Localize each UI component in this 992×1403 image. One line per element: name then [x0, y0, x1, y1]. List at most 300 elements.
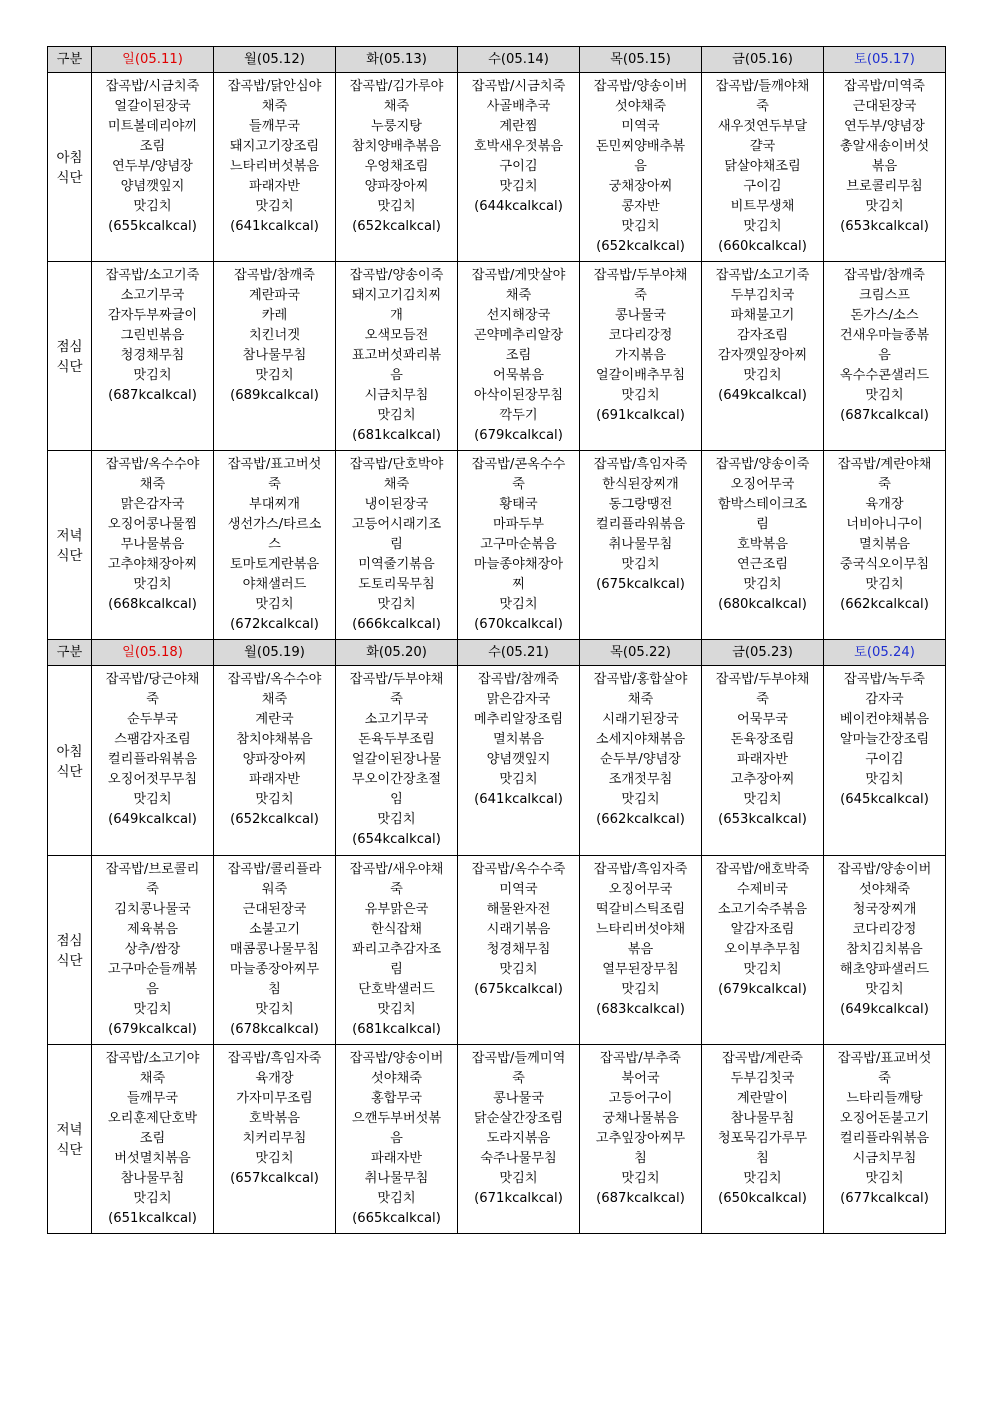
menu-item: 청경채무침	[120, 348, 185, 363]
menu-item: (687kcalkcal)	[596, 1191, 685, 1206]
menu-item: 콩자반	[621, 199, 660, 214]
menu-item: 참치김치볶음	[846, 942, 923, 957]
dinner-label	[48, 1045, 92, 1234]
menu-item: (645kcalkcal)	[840, 792, 929, 807]
menu-item: 오리훈제단호박	[107, 1111, 198, 1126]
menu-cell	[92, 856, 214, 1045]
menu-item: 근대된장국	[242, 902, 307, 917]
menu-item: 잡곡밥/양송이죽	[715, 457, 810, 472]
meal-label-line: 식단	[56, 359, 83, 375]
menu-item: 잡곡밥/들깨야채	[715, 79, 810, 94]
menu-item: 맛김치	[255, 368, 294, 383]
menu-item: 섯야채죽	[615, 99, 666, 114]
meal-label-line: 점심	[56, 339, 83, 355]
menu-item: 맛김치	[499, 597, 538, 612]
menu-item: 동그랑땡전	[608, 497, 673, 512]
menu-item: 고등어구이	[608, 1091, 673, 1106]
menu-item: 맛김치	[865, 388, 904, 403]
menu-item: 미역줄기볶음	[358, 557, 435, 572]
menu-item: 조림	[505, 348, 532, 363]
breakfast-label	[48, 73, 92, 262]
menu-item: 소불고기	[249, 922, 300, 937]
menu-item: 맛김치	[255, 1151, 294, 1166]
menu-item: (681kcalkcal)	[352, 428, 441, 443]
menu-item: 죽	[512, 1071, 525, 1086]
menu-item: 근대된장국	[852, 99, 917, 114]
menu-item: 참나물무침	[120, 1171, 185, 1186]
menu-item: 찌	[512, 577, 525, 592]
menu-item: (679kcalkcal)	[474, 428, 563, 443]
menu-item: 잡곡밥/새우야채	[349, 862, 444, 877]
meal-label-line: 저녁	[56, 528, 83, 544]
menu-item: 옥수수콘샐러드	[839, 368, 930, 383]
menu-item: 잡곡밥/시금치죽	[105, 79, 200, 94]
menu-item: 치킨너겟	[249, 328, 300, 343]
menu-item: 죽	[512, 477, 525, 492]
menu-item: (668kcalkcal)	[108, 597, 197, 612]
menu-item: 맛김치	[865, 982, 904, 997]
menu-item: 잡곡밥/두부야채	[593, 268, 688, 283]
menu-item: 죽	[878, 1071, 891, 1086]
menu-item: 고추야채장아찌	[107, 557, 198, 572]
menu-cell	[458, 451, 580, 640]
menu-item: 맛김치	[865, 1171, 904, 1186]
menu-item: (644kcalkcal)	[474, 199, 563, 214]
menu-item: 맛김치	[865, 772, 904, 787]
menu-item: 카레	[261, 308, 288, 323]
menu-item: 맛김치	[133, 1191, 172, 1206]
menu-item: 김치콩나물국	[114, 902, 191, 917]
menu-item: 들깨무국	[249, 119, 300, 134]
menu-item: 무나물볶음	[120, 537, 185, 552]
menu-cell	[214, 451, 336, 640]
menu-item: (652kcalkcal)	[596, 239, 685, 254]
menu-item: 시금치무침	[852, 1151, 917, 1166]
menu-item: 파래자반	[249, 179, 300, 194]
dinner-row	[48, 451, 946, 640]
menu-cell	[580, 666, 702, 856]
menu-item: 중국식오이무침	[839, 557, 930, 572]
menu-item: 스	[268, 537, 281, 552]
menu-cell	[824, 1045, 946, 1234]
menu-cell	[458, 856, 580, 1045]
menu-item: 잡곡밥/흑임자죽	[593, 457, 688, 472]
menu-item: 맛김치	[377, 1191, 416, 1206]
menu-item: (679kcalkcal)	[108, 1022, 197, 1037]
menu-item: 베이컨야채볶음	[839, 712, 930, 727]
menu-item: 호박볶음	[737, 537, 788, 552]
menu-item: 순두부/양념장	[600, 752, 681, 767]
menu-item: 워죽	[261, 882, 288, 897]
menu-item: 죽	[390, 882, 403, 897]
menu-item: 채죽	[627, 692, 654, 707]
meal-label-line: 식단	[56, 548, 83, 564]
menu-item: 고등어시래기조	[351, 517, 442, 532]
menu-item: 도토리묵무침	[358, 577, 435, 592]
menu-item: 걀국	[749, 139, 776, 154]
menu-item: 돈육두부조림	[358, 732, 435, 747]
menu-item: 표고버섯꽈리볶	[351, 348, 442, 363]
menu-cell	[336, 73, 458, 262]
menu-item: 돈민찌양배추볶	[595, 139, 686, 154]
menu-item: 알감자조림	[730, 922, 795, 937]
menu-item: 돈육장조림	[730, 732, 795, 747]
menu-cell	[702, 73, 824, 262]
menu-item: 오징어무국	[608, 882, 673, 897]
menu-item: 맛김치	[499, 772, 538, 787]
corner-label: 구분	[48, 640, 92, 666]
menu-item: 채죽	[505, 288, 532, 303]
menu-item: 맑은감자국	[120, 497, 185, 512]
menu-cell	[92, 73, 214, 262]
menu-item: 침	[756, 1151, 769, 1166]
menu-item: 컬리플라워볶음	[595, 517, 686, 532]
meal-label-line: 점심	[56, 933, 83, 949]
menu-item: 조림	[139, 1131, 166, 1146]
menu-cell	[458, 666, 580, 856]
menu-item: 건새우마늘종볶	[839, 328, 930, 343]
menu-item: 임	[390, 792, 403, 807]
menu-item: 맛김치	[255, 1002, 294, 1017]
menu-item: 잡곡밥/참깨죽	[478, 672, 559, 687]
menu-item: 채죽	[261, 99, 288, 114]
menu-item: 잡곡밥/김가루야	[349, 79, 444, 94]
menu-item: 연근조림	[737, 557, 788, 572]
menu-item: 크림스프	[859, 288, 910, 303]
day-header: 토(05.24)	[824, 640, 946, 666]
menu-item: 채죽	[383, 99, 410, 114]
menu-item: 콩나물국	[615, 308, 666, 323]
day-header: 수(05.21)	[458, 640, 580, 666]
menu-item: (689kcalkcal)	[230, 388, 319, 403]
menu-item: 스팸감자조림	[114, 732, 191, 747]
menu-item: 잡곡밥/참깨죽	[844, 268, 925, 283]
menu-item: 고구마순볶음	[480, 537, 557, 552]
menu-cell	[92, 451, 214, 640]
menu-item: 맛김치	[865, 199, 904, 214]
menu-item: 해물완자전	[486, 902, 551, 917]
menu-item: 맛김치	[499, 1171, 538, 1186]
menu-cell	[824, 856, 946, 1045]
menu-item: 잡곡밥/양송이버	[593, 79, 688, 94]
day-header: 금(05.16)	[702, 47, 824, 73]
menu-item: 소고기무국	[364, 712, 429, 727]
menu-item: 채죽	[261, 692, 288, 707]
meal-label-line: 아침	[56, 743, 83, 760]
menu-item: 계란파국	[249, 288, 300, 303]
menu-item: 호박볶음	[249, 1111, 300, 1126]
menu-item: 양념깻잎지	[120, 179, 185, 194]
menu-item: 열무된장무침	[602, 962, 679, 977]
corner-label: 구분	[48, 47, 92, 73]
menu-item: 잡곡밥/양송이죽	[349, 268, 444, 283]
menu-item: 맛김치	[377, 199, 416, 214]
menu-cell	[92, 262, 214, 451]
menu-item: (662kcalkcal)	[840, 597, 929, 612]
menu-item: 잡곡밥/소고기야	[105, 1051, 200, 1066]
menu-item: 브로콜리무침	[846, 179, 923, 194]
menu-item: 맛김치	[743, 219, 782, 234]
menu-item: (687kcalkcal)	[108, 388, 197, 403]
menu-item: 궁채나물볶음	[602, 1111, 679, 1126]
menu-item: 두부김치국	[730, 288, 795, 303]
menu-item: (691kcalkcal)	[596, 408, 685, 423]
menu-item: 잡곡밥/계란야채	[837, 457, 932, 472]
menu-item: 생선가스/타르소	[227, 517, 322, 532]
menu-item: 음	[390, 1131, 403, 1146]
menu-cell	[824, 73, 946, 262]
menu-item: 잡곡밥/소고기죽	[105, 268, 200, 283]
menu-item: 맛김치	[621, 792, 660, 807]
menu-item: 파래자반	[249, 772, 300, 787]
menu-item: 양파장아찌	[242, 752, 307, 767]
menu-item: (654kcalkcal)	[352, 832, 441, 847]
menu-item: 들깨무국	[127, 1091, 178, 1106]
menu-item: (662kcalkcal)	[596, 812, 685, 827]
menu-item: 야채샐러드	[242, 577, 307, 592]
menu-item: 림	[390, 537, 403, 552]
menu-item: 꽈리고추감자조	[351, 942, 442, 957]
menu-item: (678kcalkcal)	[230, 1022, 319, 1037]
menu-item: 파채불고기	[730, 308, 795, 323]
menu-cell	[824, 666, 946, 856]
menu-item: 잡곡밥/콜리플라	[227, 862, 322, 877]
menu-item: 느타리버섯야채	[595, 922, 686, 937]
menu-item: (680kcalkcal)	[718, 597, 807, 612]
menu-item: 그린빈볶음	[120, 328, 185, 343]
menu-item: 음	[146, 982, 159, 997]
menu-item: 마파두부	[493, 517, 544, 532]
menu-item: 우엉채조림	[364, 159, 429, 174]
menu-item: 냉이된장국	[364, 497, 429, 512]
day-header: 월(05.12)	[214, 47, 336, 73]
menu-cell	[336, 262, 458, 451]
menu-item: 잡곡밥/양송이버	[837, 862, 932, 877]
menu-item: 잡곡밥/브로콜리	[105, 862, 200, 877]
menu-item: 잡곡밥/닭안심야	[227, 79, 322, 94]
menu-item: 양파장아찌	[364, 179, 429, 194]
menu-item: 죽	[634, 288, 647, 303]
menu-item: 잡곡밥/옥수수야	[105, 457, 200, 472]
menu-item: 육개장	[865, 497, 904, 512]
menu-item: 고구마순들깨볶	[107, 962, 198, 977]
menu-item: 오이부추무침	[724, 942, 801, 957]
menu-item: 토마토게란볶음	[229, 557, 320, 572]
menu-item: (679kcalkcal)	[718, 982, 807, 997]
menu-item: 코다리강정	[608, 328, 673, 343]
meal-label-line: 식단	[56, 1142, 83, 1158]
menu-item: 멸치볶음	[493, 732, 544, 747]
menu-item: 잡곡밥/콘옥수수	[471, 457, 566, 472]
breakfast-row	[48, 73, 946, 262]
menu-cell	[214, 856, 336, 1045]
lunch-row	[48, 856, 946, 1045]
menu-item: 림	[390, 962, 403, 977]
menu-item: 맛김치	[133, 1002, 172, 1017]
menu-item: 총알새송이버섯	[839, 139, 930, 154]
menu-item: 버섯멸치볶음	[114, 1151, 191, 1166]
day-header: 목(05.22)	[580, 640, 702, 666]
menu-item: (660kcalkcal)	[718, 239, 807, 254]
menu-item: 해초양파샐러드	[839, 962, 930, 977]
menu-item: 잡곡밥/흑임자죽	[227, 1051, 322, 1066]
menu-item: 느타리버섯볶음	[229, 159, 320, 174]
menu-item: 참치야채볶음	[236, 732, 313, 747]
menu-item: 두부김칫국	[730, 1071, 795, 1086]
menu-item: 감자국	[865, 692, 904, 707]
menu-item: 얼갈이된장나물	[351, 752, 442, 767]
menu-item: 한식잡채	[371, 922, 422, 937]
menu-item: 치커리무침	[242, 1131, 307, 1146]
menu-item: 소세지야채볶음	[595, 732, 686, 747]
menu-item: 채죽	[383, 477, 410, 492]
menu-item: 잡곡밥/흑임자죽	[593, 862, 688, 877]
menu-item: 잡곡밥/들께미역	[471, 1051, 566, 1066]
menu-item: 누룽지탕	[371, 119, 422, 134]
menu-item: 잡곡밥/단호박야	[349, 457, 444, 472]
menu-item: (641kcalkcal)	[474, 792, 563, 807]
menu-item: 잡곡밥/표교버섯	[837, 1051, 932, 1066]
menu-item: 돼지고기장조림	[229, 139, 320, 154]
meal-label-line: 식단	[56, 953, 83, 969]
menu-item: 구이김	[865, 752, 904, 767]
menu-item: 어묵볶음	[493, 368, 544, 383]
menu-item: (672kcalkcal)	[230, 617, 319, 632]
menu-item: 맛김치	[377, 1002, 416, 1017]
breakfast-row	[48, 666, 946, 856]
menu-item: 오징어돈불고기	[839, 1111, 930, 1126]
menu-item: 숙주나물무침	[480, 1151, 557, 1166]
menu-item: 아삭이된장무침	[473, 388, 564, 403]
menu-cell	[824, 262, 946, 451]
menu-item: 맛김치	[743, 368, 782, 383]
menu-item: 잡곡밥/게맛살야	[471, 268, 566, 283]
menu-item: 잡곡밥/부추죽	[600, 1051, 681, 1066]
menu-cell	[214, 73, 336, 262]
menu-item: 양념깻잎지	[486, 752, 551, 767]
menu-cell	[336, 666, 458, 856]
menu-item: 침	[268, 982, 281, 997]
menu-item: 오징어콩나물찜	[107, 517, 198, 532]
meal-label-line: 식단	[56, 763, 83, 780]
menu-item: 죽	[146, 692, 159, 707]
menu-item: 오징어젓무무침	[107, 772, 198, 787]
menu-item: 홍합무국	[371, 1091, 422, 1106]
meal-menu-table	[47, 46, 946, 1234]
menu-item: 청포묵김가루무	[717, 1131, 808, 1146]
menu-item: 상추/쌈장	[124, 942, 181, 957]
menu-item: (652kcalkcal)	[352, 219, 441, 234]
menu-item: 궁채장아찌	[608, 179, 673, 194]
menu-item: 맛김치	[499, 179, 538, 194]
lunch-label	[48, 856, 92, 1045]
menu-item: 잡곡밥/표고버섯	[227, 457, 322, 472]
menu-item: 사골배추국	[486, 99, 551, 114]
menu-item: 메추리알장조림	[473, 712, 564, 727]
menu-item: 코다리강정	[852, 922, 917, 937]
menu-item: (666kcalkcal)	[352, 617, 441, 632]
day-header: 화(05.20)	[336, 640, 458, 666]
menu-cell	[580, 73, 702, 262]
menu-item: 잡곡밥/미역죽	[844, 79, 925, 94]
menu-cell	[824, 451, 946, 640]
menu-item: 부대찌개	[249, 497, 300, 512]
menu-item: 시금치무침	[364, 388, 429, 403]
menu-item: 얼갈이배추무침	[595, 368, 686, 383]
menu-item: (649kcalkcal)	[108, 812, 197, 827]
menu-item: 맛김치	[377, 597, 416, 612]
menu-item: 깍두기	[499, 408, 538, 423]
week-header-row	[48, 47, 946, 73]
menu-item: 미역국	[499, 882, 538, 897]
menu-item: (653kcalkcal)	[840, 219, 929, 234]
menu-item: 잡곡밥/홍합살야	[593, 672, 688, 687]
menu-item: 계란찜	[499, 119, 538, 134]
menu-item: 무오이간장초절	[351, 772, 442, 787]
menu-item: 맛김치	[377, 812, 416, 827]
menu-item: 조개젓무침	[608, 772, 673, 787]
menu-item: 유부맑은국	[364, 902, 429, 917]
menu-item: 맛김치	[133, 368, 172, 383]
menu-item: 미트볼데리야끼	[107, 119, 198, 134]
menu-item: 오징어무국	[730, 477, 795, 492]
menu-item: 잡곡밥/참깨죽	[234, 268, 315, 283]
menu-item: 연두부/양념장	[112, 159, 193, 174]
menu-cell	[702, 1045, 824, 1234]
menu-item: (649kcalkcal)	[718, 388, 807, 403]
menu-item: (655kcalkcal)	[108, 219, 197, 234]
menu-item: 맛김치	[621, 219, 660, 234]
menu-item: 함박스테이크조	[717, 497, 808, 512]
menu-cell	[92, 666, 214, 856]
menu-item: 맛김치	[621, 557, 660, 572]
menu-item: 소고기무국	[120, 288, 185, 303]
menu-item: 음	[878, 348, 891, 363]
menu-item: (681kcalkcal)	[352, 1022, 441, 1037]
menu-item: 비트무생채	[730, 199, 795, 214]
menu-item: 맛김치	[743, 1171, 782, 1186]
menu-item: 잡곡밥/녹두죽	[844, 672, 925, 687]
menu-item: 곤약메추리알장	[473, 328, 564, 343]
menu-item: 순두부국	[127, 712, 178, 727]
menu-item: (670kcalkcal)	[474, 617, 563, 632]
menu-item: 멸치볶음	[859, 537, 910, 552]
menu-item: 고추장아찌	[730, 772, 795, 787]
menu-item: 볶음	[871, 159, 898, 174]
menu-item: 림	[756, 517, 769, 532]
day-header: 목(05.15)	[580, 47, 702, 73]
menu-item: 구이김	[499, 159, 538, 174]
menu-item: 닭순살간장조림	[473, 1111, 564, 1126]
menu-item: 감자두부짜글이	[107, 308, 198, 323]
menu-item: 참나물무침	[242, 348, 307, 363]
menu-item: 조림	[139, 139, 166, 154]
menu-item: 돼지고기김치찌	[351, 288, 442, 303]
menu-item: (683kcalkcal)	[596, 1002, 685, 1017]
menu-item: 알마늘간장조림	[839, 732, 930, 747]
menu-item: 도라지볶음	[486, 1131, 551, 1146]
menu-item: 한식된장찌개	[602, 477, 679, 492]
menu-item: 제육볶음	[127, 922, 178, 937]
menu-cell	[92, 1045, 214, 1234]
menu-item: 가자미무조림	[236, 1091, 313, 1106]
menu-item: 침	[634, 1151, 647, 1166]
menu-item: 맛김치	[743, 577, 782, 592]
menu-item: 잡곡밥/소고기죽	[715, 268, 810, 283]
menu-item: (649kcalkcal)	[840, 1002, 929, 1017]
menu-item: 취나물무침	[364, 1171, 429, 1186]
menu-item: 죽	[268, 477, 281, 492]
